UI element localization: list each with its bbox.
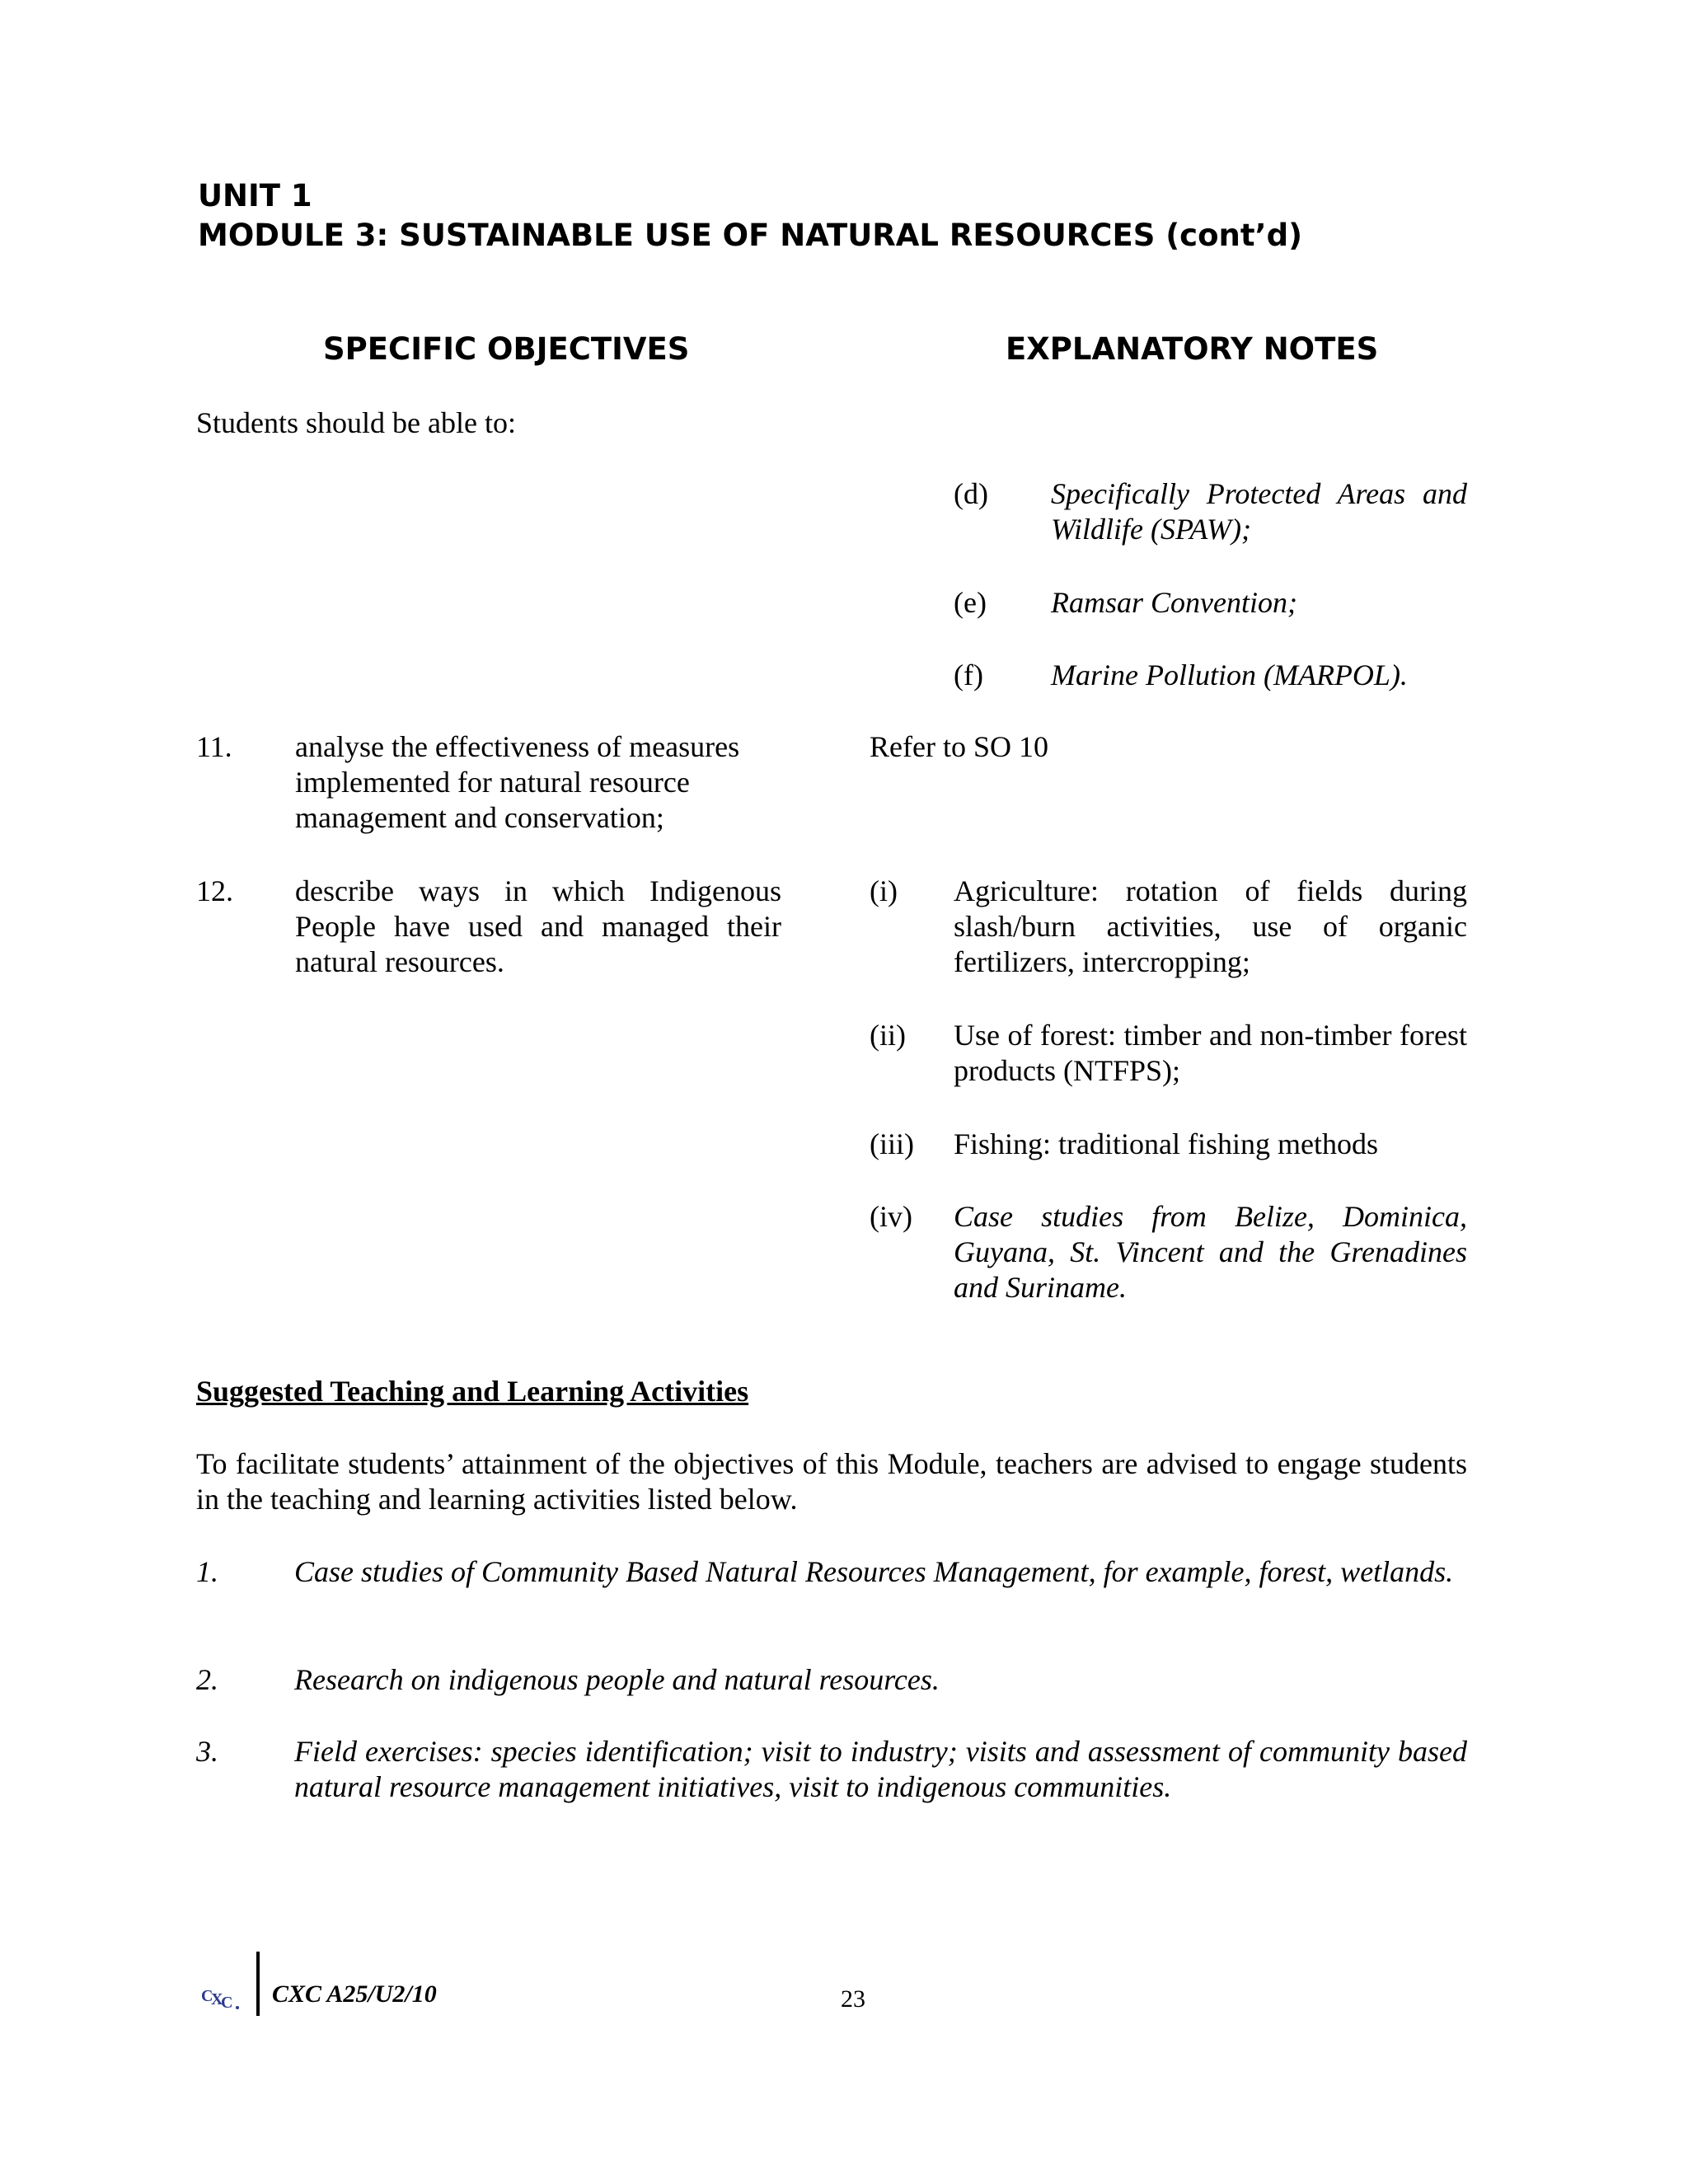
note-label-d: (d)	[954, 477, 988, 510]
activity-number-1: 1.	[196, 1555, 218, 1588]
note-label-iv: (iv)	[870, 1200, 912, 1233]
objective-number-12: 12.	[196, 874, 233, 907]
note-label-f: (f)	[954, 658, 983, 691]
note-label-i: (i)	[870, 874, 898, 907]
cxc-logo	[198, 1971, 249, 2016]
module-title: MODULE 3: SUSTAINABLE USE OF NATURAL RESOURCES (cont’d)	[198, 218, 1302, 253]
page-number: 23	[841, 1985, 865, 2013]
objective-text-11: analyse the effectiveness of measures implemented for natural resource management and conservation;	[295, 730, 740, 835]
students-intro: Students should be able to:	[196, 406, 516, 439]
note-text-iii: Fishing: traditional fishing methods	[954, 1127, 1378, 1160]
objective-number-11: 11.	[196, 730, 232, 763]
footer-divider	[256, 1952, 260, 2016]
note-text-e: Ramsar Convention;	[1051, 586, 1297, 619]
activity-text-2: Research on indigenous people and natural resources.	[294, 1663, 940, 1696]
specific-objectives-heading: SPECIFIC OBJECTIVES	[323, 331, 690, 367]
activity-number-2: 2.	[196, 1663, 218, 1696]
note-text-i: Agriculture: rotation of fields during slash/burn activities, use of organic fertilizers, intercropping;	[954, 874, 1467, 979]
svg-text:X: X	[211, 1990, 223, 2008]
activity-text-1: Case studies of Community Based Natural Resources Management, for example, forest, wetlands.	[294, 1555, 1454, 1588]
svg-text:C: C	[201, 1987, 213, 2005]
activities-intro: To facilitate students’ attainment of the objectives of this Module, teachers are advised to engage students in the teaching and learning activities listed below.	[196, 1447, 1467, 1516]
note-text-f: Marine Pollution (MARPOL).	[1051, 658, 1408, 691]
explanatory-notes-heading: EXPLANATORY NOTES	[1006, 331, 1379, 367]
footer-code: CXC A25/U2/10	[272, 1980, 437, 2008]
activities-heading: Suggested Teaching and Learning Activities	[196, 1375, 749, 1408]
note-text-ii: Use of forest: timber and non-timber forest products (NTFPS);	[954, 1019, 1467, 1088]
svg-text:C: C	[221, 1994, 233, 2012]
note-label-ii: (ii)	[870, 1019, 906, 1052]
activity-number-3: 3.	[196, 1735, 218, 1768]
unit-title: UNIT 1	[198, 178, 312, 213]
note-label-iii: (iii)	[870, 1127, 914, 1160]
objective-text-12: describe ways in which Indigenous People have used and managed their natural resources.	[295, 874, 781, 979]
note-text-iv: Case studies from Belize, Dominica, Guyana, St. Vincent and the Grenadines and Suriname.	[954, 1200, 1467, 1305]
note-text-d: Specifically Protected Areas and Wildlife (SPAW);	[1051, 477, 1467, 546]
refer-note: Refer to SO 10	[870, 730, 1048, 763]
note-label-e: (e)	[954, 586, 987, 619]
activity-text-3: Field exercises: species identification; visit to industry; visits and assessment of community based natural resource management initiatives, visit to indigenous communities.	[294, 1735, 1467, 1804]
